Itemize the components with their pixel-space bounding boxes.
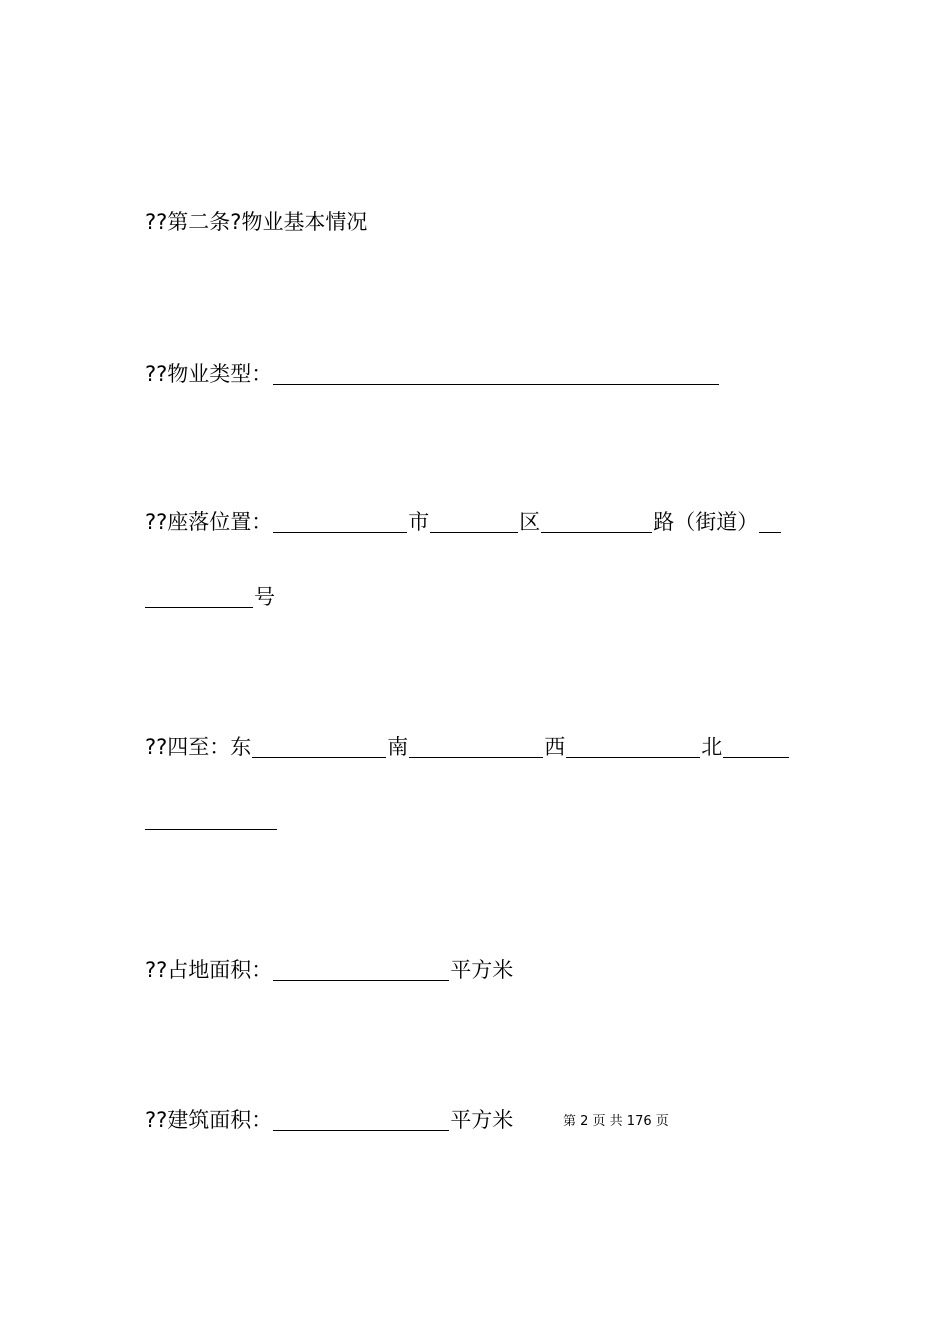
boundary-north-blank-start[interactable] <box>723 736 789 758</box>
location-number-blank[interactable] <box>145 586 253 608</box>
location-road-blank[interactable] <box>541 511 652 533</box>
location-row-continued <box>145 583 275 611</box>
location-road-text: 路（街道） <box>653 510 759 534</box>
property-type-blank[interactable] <box>273 363 719 385</box>
boundary-north-blank[interactable] <box>145 808 277 830</box>
boundary-west-text: 西 <box>544 735 566 759</box>
building-area-label: ??建筑面积： <box>145 1108 273 1132</box>
location-district-blank[interactable] <box>430 511 518 533</box>
land-area-row <box>145 956 513 984</box>
boundary-north-text: 北 <box>701 735 723 759</box>
heading-text: ??第二条?物业基本情况 <box>145 210 368 234</box>
boundary-south-blank[interactable] <box>409 736 543 758</box>
boundary-west-blank[interactable] <box>566 736 700 758</box>
boundaries-row-continued <box>145 808 278 833</box>
location-city-blank[interactable] <box>273 511 407 533</box>
page-number-footer <box>563 1113 669 1131</box>
page-number-text: 第 2 页 共 176 页 <box>563 1114 669 1129</box>
land-area-unit: 平方米 <box>450 958 514 982</box>
boundaries-row <box>145 733 790 761</box>
location-number-text: 号 <box>254 585 275 609</box>
property-type-label: ??物业类型： <box>145 362 273 386</box>
location-label: ??座落位置： <box>145 510 273 534</box>
boundaries-label: ??四至： <box>145 735 231 759</box>
location-number-blank-start[interactable] <box>759 511 781 533</box>
section-heading <box>145 208 367 236</box>
building-area-blank[interactable] <box>273 1109 449 1131</box>
land-area-blank[interactable] <box>273 959 449 981</box>
building-area-row <box>145 1106 513 1134</box>
location-row <box>145 508 782 536</box>
boundary-east-blank[interactable] <box>252 736 386 758</box>
boundary-south-text: 南 <box>387 735 409 759</box>
location-city-text: 市 <box>408 510 430 534</box>
building-area-unit: 平方米 <box>450 1108 514 1132</box>
land-area-label: ??占地面积： <box>145 958 273 982</box>
location-district-text: 区 <box>519 510 541 534</box>
boundary-east-text: 东 <box>230 735 252 759</box>
property-type-row <box>145 360 720 388</box>
